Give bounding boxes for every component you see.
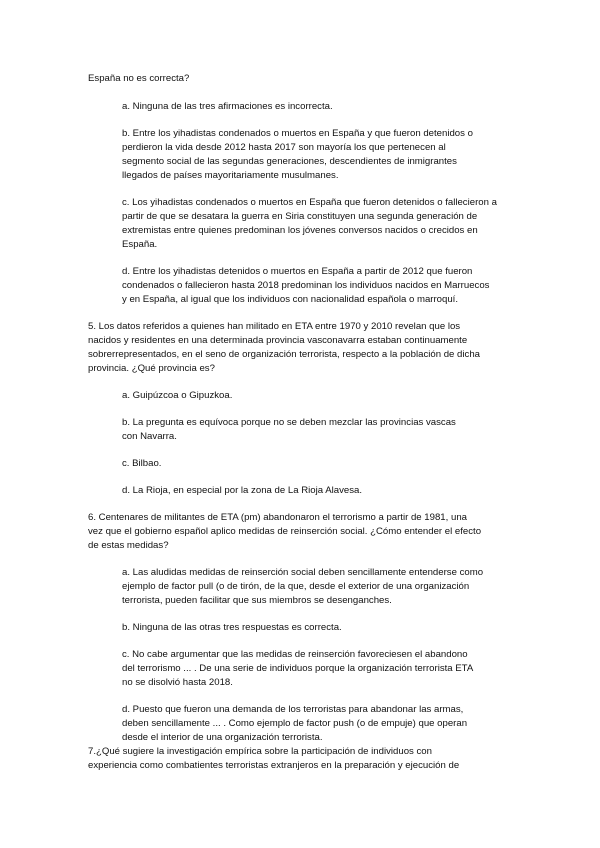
q4-option-b-line-1: b. Entre los yihadistas condenados o muertos en España y que fueron detenidos o (122, 128, 473, 139)
q4-option-c-line-1: c. Los yihadistas condenados o muertos en España que fueron detenidos o fallecieron a (122, 197, 497, 208)
q4-option-d-line-3: y en España, al igual que los individuos con nacionalidad española o marroquí. (122, 294, 459, 305)
q5-option-a: a. Guipúzcoa o Gipuzkoa. (122, 390, 233, 401)
q4-option-a: a. Ninguna de las tres afirmaciones es incorrecta. (122, 101, 333, 112)
q5-option-c: c. Bilbao. (122, 458, 162, 469)
q4-option-c-line-4: España. (122, 239, 158, 250)
question-5-line-2: nacidos y residentes en una determinada provincia vasconavarra estaban continuamente (88, 335, 468, 346)
q6-option-c-line-2: del terrorismo ... . De una serie de individuos porque la organización terrorista ETA (122, 663, 474, 674)
q6-option-b: b. Ninguna de las otras tres respuestas es correcta. (122, 622, 342, 633)
q5-option-d: d. La Rioja, en especial por la zona de La Rioja Alavesa. (122, 485, 362, 496)
question-6-line-1: 6. Centenares de militantes de ETA (pm) abandonaron el terrorismo a partir de 1981, una (88, 512, 467, 523)
q6-option-a-line-3: terrorista, pueden facilitar que sus miembros se desenganches. (122, 595, 392, 606)
q4-option-b-line-2: perdieron la vida desde 2012 hasta 2017 son mayoría los que pertenecen al (122, 142, 446, 153)
q6-option-d-line-1: d. Puesto que fueron una demanda de los terroristas para abandonar las armas, (122, 704, 464, 715)
q4-option-b-line-3: segmento social de las segundas generaciones, descendientes de inmigrantes (122, 156, 457, 167)
question-7-line-1: 7.¿Qué sugiere la investigación empírica sobre la participación de individuos con (88, 746, 432, 757)
q6-option-d-line-3: desde el interior de una organización terrorista. (122, 732, 323, 743)
question-4-stem-end: España no es correcta? (88, 73, 190, 84)
q6-option-c-line-1: c. No cabe argumentar que las medidas de reinserción favoreciesen el abandono (122, 649, 468, 660)
q4-option-c-line-3: extremistas entre quienes predominan los jóvenes conversos nacidos o crecidos en (122, 225, 478, 236)
q4-option-d-line-2: condenados o fallecieron hasta 2018 predominan los individuos nacidos en Marruecos (122, 280, 490, 291)
question-5-line-4: provincia. ¿Qué provincia es? (88, 363, 215, 374)
question-7-line-2: experiencia como combatientes terroristas extranjeros en la preparación y ejecución de (88, 760, 460, 771)
q4-option-c-line-2: partir de que se desatara la guerra en Siria constituyen una segunda generación de (122, 211, 478, 222)
q5-option-b-line-1: b. La pregunta es equívoca porque no se deben mezclar las provincias vascas (122, 417, 456, 428)
q5-option-b-line-2: con Navarra. (122, 431, 177, 442)
question-5-line-3: sobrerrepresentados, en el seno de organización terrorista, respecto a la población de dicha (88, 349, 480, 360)
q4-option-b-line-4: llegados de países mayoritariamente musulmanes. (122, 170, 339, 181)
question-6-line-2: vez que el gobierno español aplico medidas de reinserción social. ¿Cómo entender el efecto (88, 526, 482, 537)
q6-option-c-line-3: no se disolvió hasta 2018. (122, 677, 233, 688)
question-5-line-1: 5. Los datos referidos a quienes han militado en ETA entre 1970 y 2010 revelan que los (88, 321, 461, 332)
question-6-line-3: de estas medidas? (88, 540, 169, 551)
q6-option-a-line-2: ejemplo de factor pull (o de tirón, de la que, desde el exterior de una organización (122, 581, 470, 592)
q4-option-d-line-1: d. Entre los yihadistas detenidos o muertos en España a partir de 2012 que fueron (122, 266, 473, 277)
q6-option-d-line-2: deben sencillamente ... . Como ejemplo de factor push (o de empuje) que operan (122, 718, 468, 729)
q6-option-a-line-1: a. Las aludidas medidas de reinserción social deben sencillamente entenderse como (122, 567, 484, 578)
